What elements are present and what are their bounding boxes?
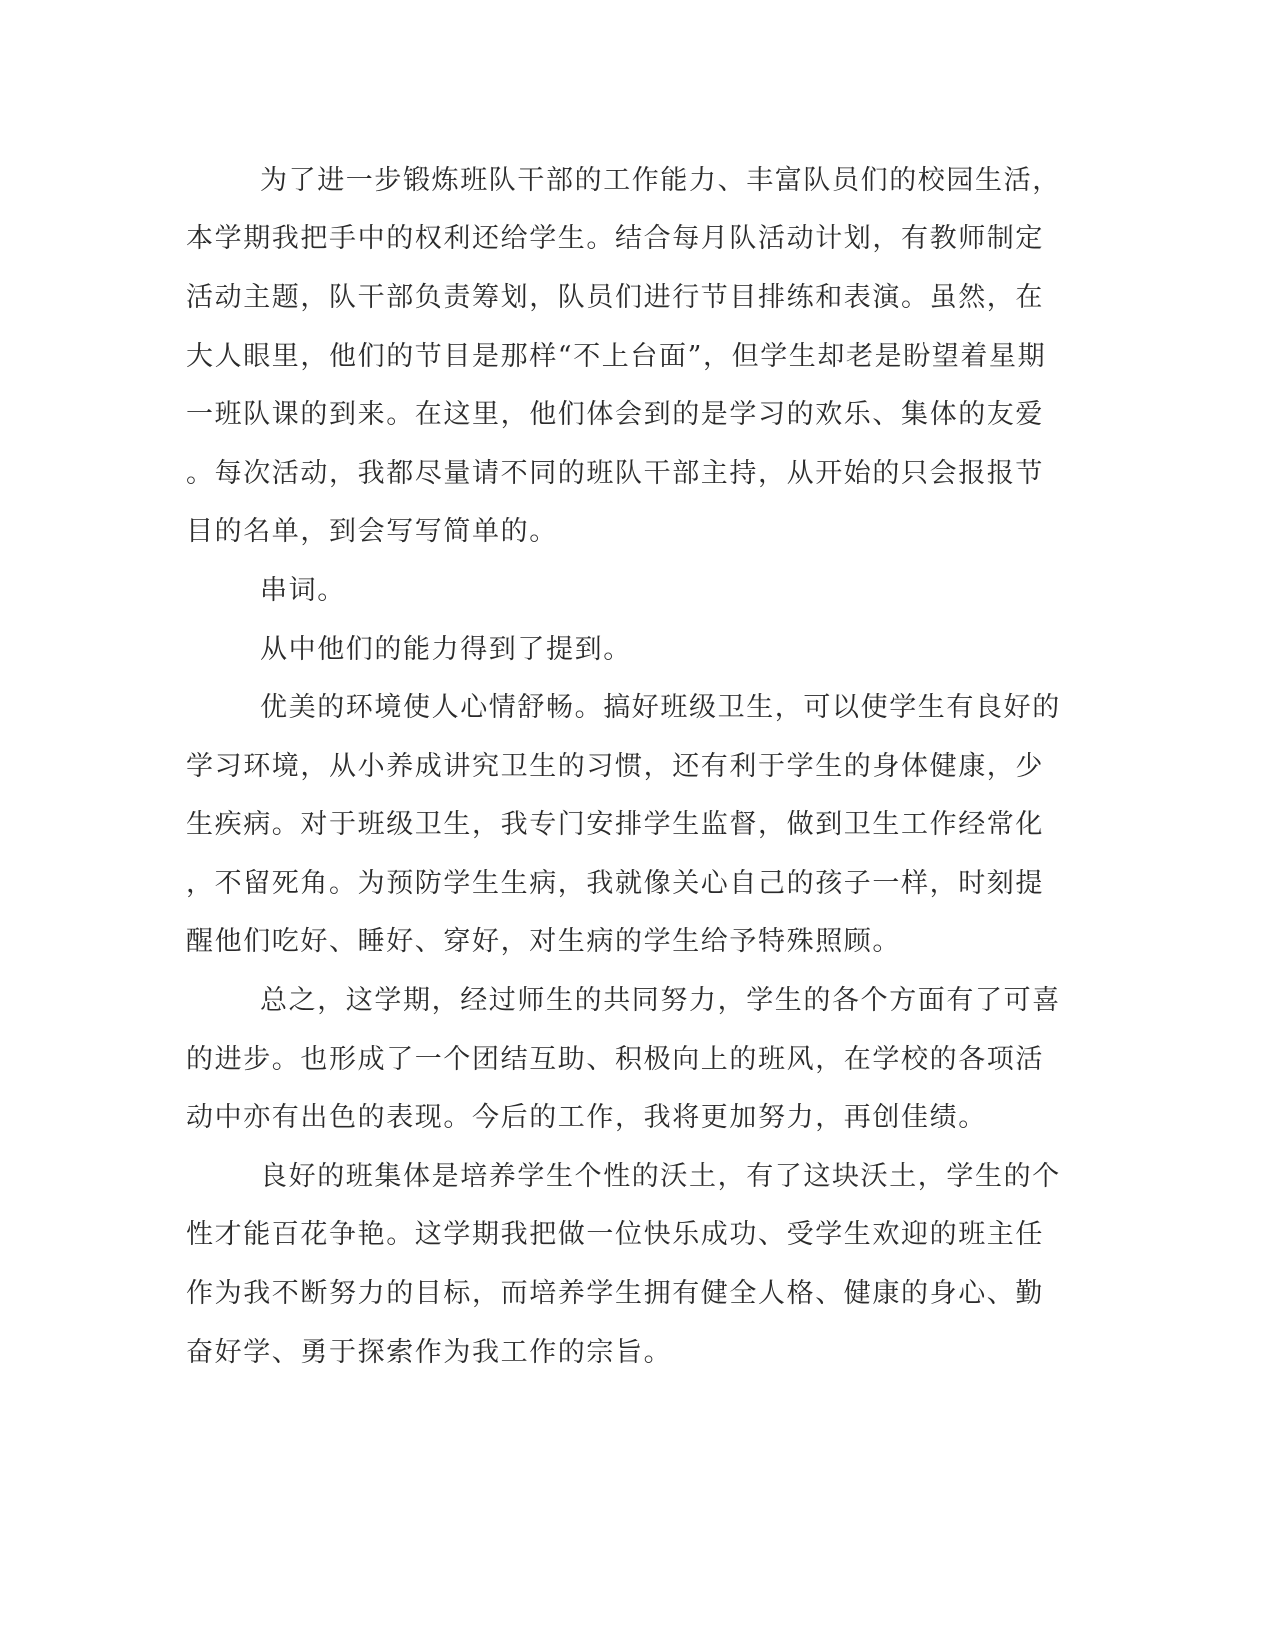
text-line: 良好的班集体是培养学生个性的沃土，有了这块沃土，学生的个 [260,1161,1061,1192]
text-line: 总之，这学期，经过师生的共同努力，学生的各个方面有了可喜 [260,985,1061,1016]
text-line: 醒他们吃好、睡好、穿好，对生病的学生给予特殊照顾。 [186,926,901,957]
text-line: 生疾病。对于班级卫生，我专门安排学生监督，做到卫生工作经常化 [186,809,1044,840]
text-line: 大人眼里，他们的节目是那样“不上台面”，但学生却老是盼望着星期 [186,341,1047,372]
text-line: 动中亦有出色的表现。今后的工作，我将更加努力，再创佳绩。 [186,1102,987,1133]
text-line: 串词。 [260,575,346,606]
text-line: 为了进一步锻炼班队干部的工作能力、丰富队员们的校园生活， [260,165,1061,196]
text-line: 一班队课的到来。在这里，他们体会到的是学习的欢乐、集体的友爱 [186,399,1044,430]
text-line: 学习环境，从小养成讲究卫生的习惯，还有利于学生的身体健康，少 [186,751,1044,782]
text-line: 本学期我把手中的权利还给学生。结合每月队活动计划，有教师制定 [186,223,1044,254]
text-line: 奋好学、勇于探索作为我工作的宗旨。 [186,1337,673,1368]
text-line: 的进步。也形成了一个团结互助、积极向上的班风，在学校的各项活 [186,1044,1044,1075]
text-line: 性才能百花争艳。这学期我把做一位快乐成功、受学生欢迎的班主任 [186,1219,1044,1250]
text-line: 作为我不断努力的目标，而培养学生拥有健全人格、健康的身心、勤 [186,1278,1044,1309]
text-line: 活动主题，队干部负责筹划，队员们进行节目排练和表演。虽然，在 [186,282,1044,313]
text-line: ，不留死角。为预防学生生病，我就像关心自己的孩子一样，时刻提 [186,868,1044,899]
text-line: 从中他们的能力得到了提到。 [260,634,632,665]
text-line: 。每次活动，我都尽量请不同的班队干部主持，从开始的只会报报节 [186,458,1044,489]
text-line: 目的名单，到会写写简单的。 [186,516,558,547]
text-line: 优美的环境使人心情舒畅。搞好班级卫生，可以使学生有良好的 [260,692,1061,723]
